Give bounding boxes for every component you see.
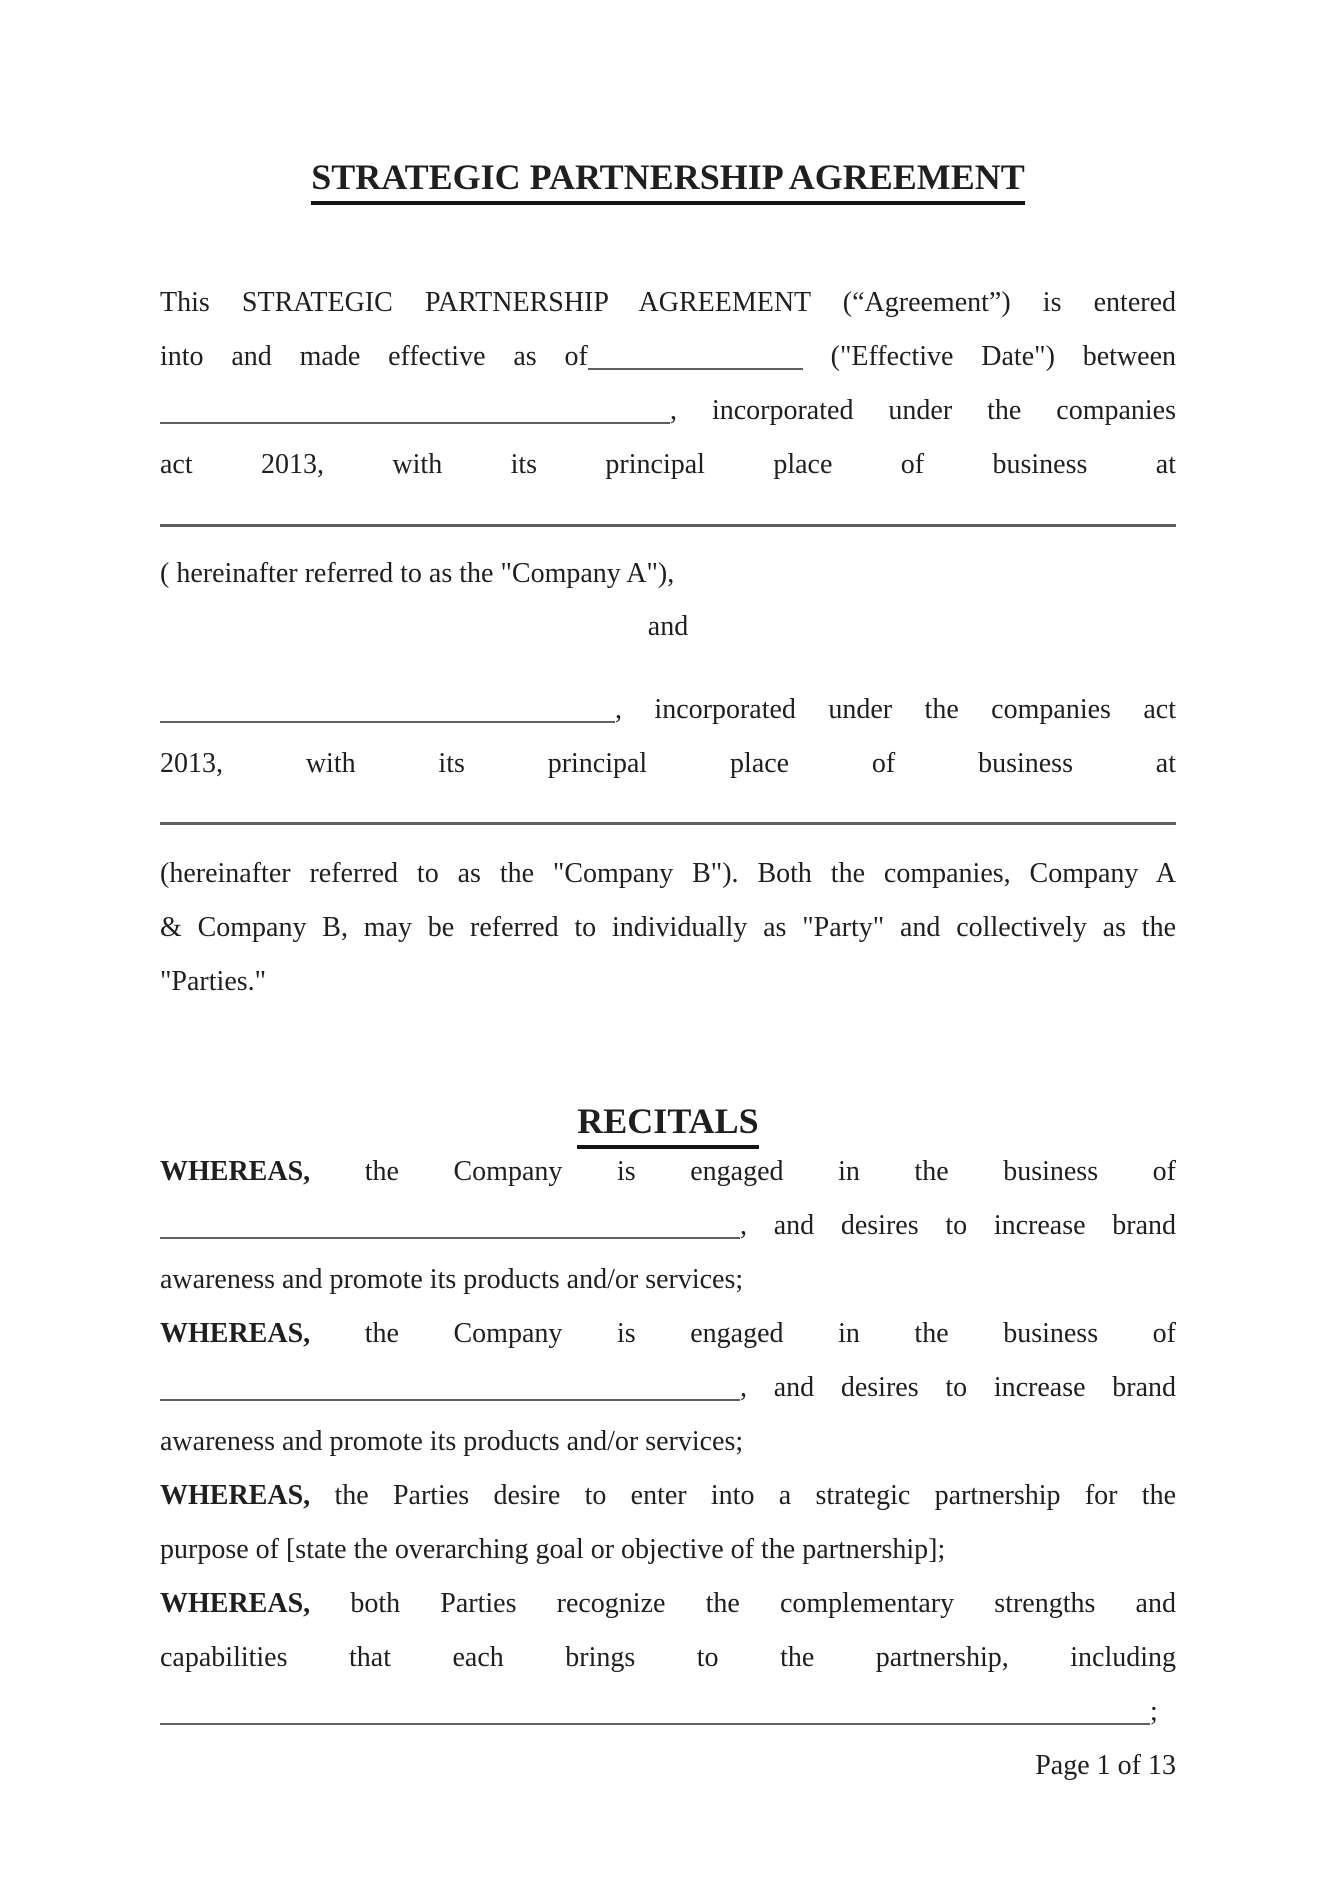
company-b-line-4 (160, 906, 1176, 950)
recitals-heading (160, 1100, 1176, 1149)
company-a-address-blank (160, 491, 1176, 541)
whereas-4-line-2 (160, 1636, 1176, 1680)
text-run: ( hereinafter referred to as the "Company A"), (160, 558, 675, 589)
document-title (160, 156, 1176, 205)
company-b-address-blank (160, 789, 1176, 839)
text-run: into and made effective as of (160, 341, 588, 372)
intro-line-1 (160, 281, 1176, 325)
blank-field (160, 1695, 1150, 1725)
text-run: ("Effective Date") between (802, 341, 1176, 372)
whereas-keyword: WHEREAS, (160, 1480, 311, 1511)
whereas-3-line-1 (160, 1474, 1176, 1518)
intro-line-3 (160, 389, 1176, 433)
text-run: ; (1150, 1696, 1158, 1727)
text-run: awareness and promote its products and/or services; (160, 1264, 744, 1295)
whereas-2-line-2 (160, 1366, 1176, 1410)
whereas-3-line-2 (160, 1528, 1176, 1572)
whereas-keyword: WHEREAS, (160, 1588, 311, 1619)
text-run: (hereinafter referred to as the "Company B"). Both the companies, Company A (160, 858, 1176, 889)
text-run: the Parties desire to enter into a strategic partnership for the (310, 1480, 1176, 1511)
text-run: and (647, 611, 689, 642)
text-run: capabilities that each brings to the partnership, including (160, 1642, 1176, 1673)
blank-field (160, 789, 1176, 825)
whereas-4-line-1 (160, 1582, 1176, 1626)
company-b-line-2 (160, 742, 1176, 786)
intro-line-2 (160, 335, 1176, 379)
whereas-1-line-1 (160, 1150, 1176, 1194)
text-run: , incorporated under the companies act (615, 694, 1176, 725)
blank-field (160, 1209, 740, 1239)
blank-field (588, 340, 803, 370)
company-b-line-3 (160, 852, 1176, 896)
text-run: 2013, with its principal place of business at (160, 748, 1176, 779)
company-b-line-5 (160, 960, 1176, 1004)
whereas-keyword: WHEREAS, (160, 1156, 311, 1187)
text-run: , and desires to increase brand (740, 1372, 1176, 1403)
intro-line-4 (160, 443, 1176, 487)
text-run: awareness and promote its products and/or services; (160, 1426, 744, 1457)
text-run: both Parties recognize the complementary strengths and (310, 1588, 1176, 1619)
text-run: & Company B, may be referred to individually as "Party" and collectively as the (160, 912, 1176, 943)
whereas-keyword: WHEREAS, (160, 1318, 311, 1349)
text-run: act 2013, with its principal place of business at (160, 449, 1176, 480)
whereas-4-line-3 (160, 1690, 1176, 1734)
whereas-2-line-3 (160, 1420, 1176, 1464)
blank-field (160, 693, 615, 723)
blank-field (160, 491, 1176, 527)
document-title-text: STRATEGIC PARTNERSHIP AGREEMENT (311, 156, 1025, 205)
whereas-2-line-1 (160, 1312, 1176, 1356)
company-a-designation (160, 552, 1176, 596)
text-run: "Parties." (160, 966, 267, 997)
text-run: , and desires to increase brand (740, 1210, 1176, 1241)
blank-field (160, 1371, 740, 1401)
text-run: purpose of [state the overarching goal or objective of the partnership]; (160, 1534, 946, 1565)
whereas-1-line-2 (160, 1204, 1176, 1248)
text-run: This STRATEGIC PARTNERSHIP AGREEMENT (“Agreement”) is entered (160, 287, 1176, 318)
text-run: the Company is engaged in the business of (310, 1156, 1176, 1187)
text-run: the Company is engaged in the business of (310, 1318, 1176, 1349)
page-number: Page 1 of 13 (1035, 1750, 1176, 1781)
recitals-heading-text: RECITALS (577, 1100, 758, 1149)
whereas-1-line-3 (160, 1258, 1176, 1302)
company-b-line-1 (160, 688, 1176, 732)
and-separator (160, 605, 1176, 649)
blank-field (160, 394, 670, 424)
text-run: , incorporated under the companies (670, 395, 1176, 426)
